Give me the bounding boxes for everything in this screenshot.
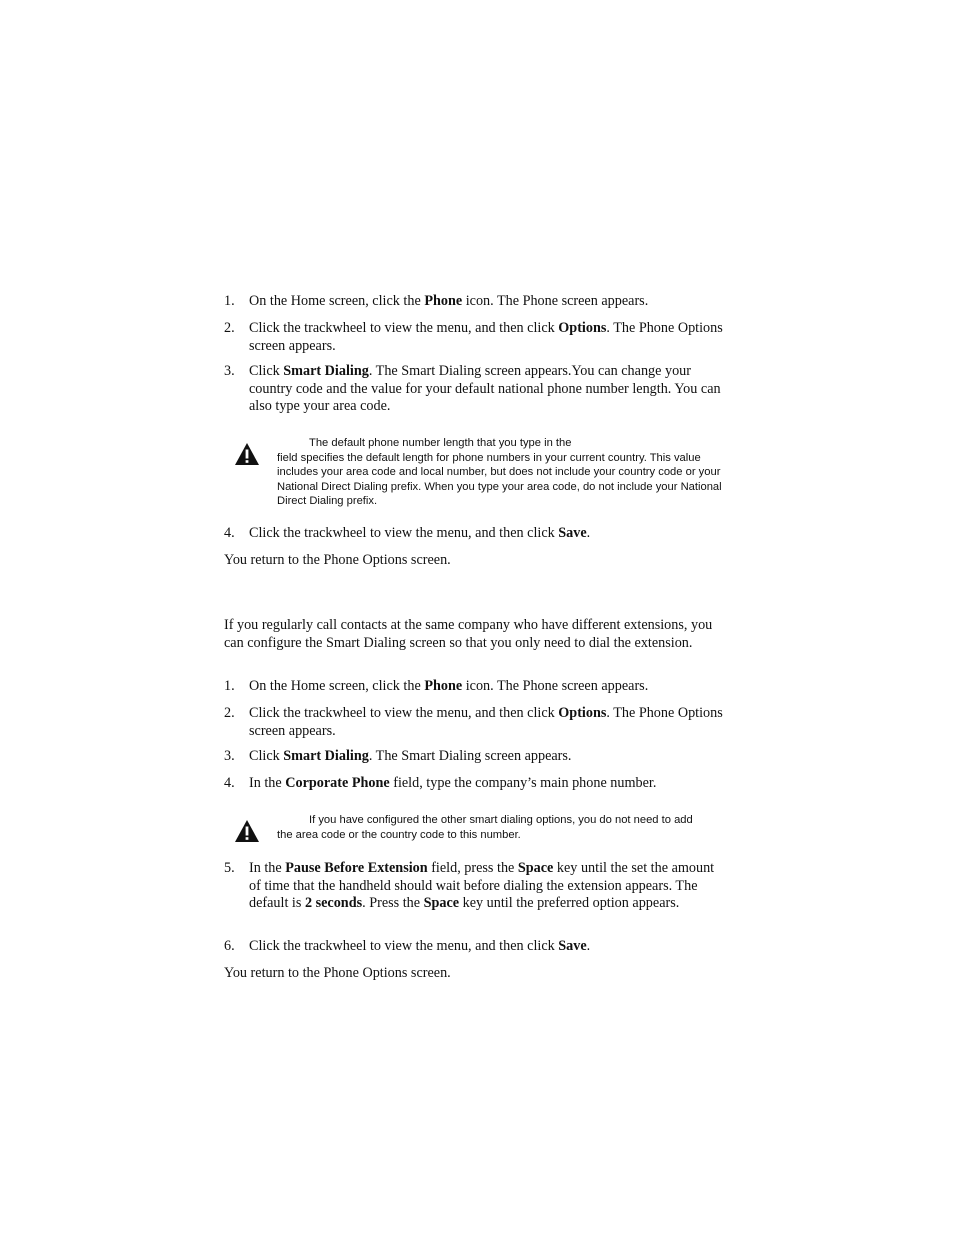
ui-term-save: Save	[558, 525, 587, 541]
s1-warning-note	[224, 436, 729, 509]
step-text: Click the trackwheel to view the menu, and then click Options. The Phone Options screen appears.	[249, 320, 723, 354]
s2-intro: If you regularly call contacts at the same company who have different extensions, you can configure the Smart Dialing screen so that you only need to dial the extension.	[224, 617, 713, 651]
step-text: In the Pause Before Extension field, press the Space key until the set the amount of time that the handheld should wait before dialing the extension appears. The default is 2 seconds. Press the Space key until the preferred option appears.	[249, 860, 715, 912]
step-text: Click the trackwheel to view the menu, and then click Options. The Phone Options screen appears.	[249, 705, 723, 739]
s2-step-2	[224, 705, 729, 740]
step-text: Click Smart Dialing. The Smart Dialing screen appears.	[249, 748, 572, 764]
note-text	[277, 436, 729, 509]
step-number: 4.	[224, 525, 235, 541]
step-number: 3.	[224, 363, 235, 379]
s2-step-3	[224, 748, 729, 766]
ui-term-smart-dialing: Smart Dialing	[283, 363, 369, 379]
ui-term-save: Save	[558, 938, 587, 954]
s2-step-5	[224, 860, 729, 913]
step-text: Click the trackwheel to view the menu, and then click Save.	[249, 525, 591, 541]
step-text: On the Home screen, click the Phone icon. The Phone screen appears.	[249, 678, 649, 694]
note-lead: If you have configured the other smart dialing options, you do not need to add	[309, 814, 693, 826]
step-number: 1.	[224, 678, 235, 694]
s1-step-4	[224, 525, 729, 543]
s2-step-1	[224, 678, 729, 696]
step-text: Click Smart Dialing. The Smart Dialing screen appears.You can change your country code and the value for your default national phone number length. You can also type your area code.	[249, 363, 721, 415]
ui-term-smart-dialing: Smart Dialing	[283, 748, 369, 764]
warning-icon	[234, 442, 260, 466]
ui-term-space: Space	[517, 860, 554, 876]
step-number: 2.	[224, 705, 235, 721]
ui-term-options: Options	[558, 705, 607, 721]
ui-term-phone: Phone	[424, 678, 463, 694]
s1-result: You return to the Phone Options screen.	[224, 552, 451, 568]
step-number: 5.	[224, 860, 235, 876]
ui-term-corporate-phone: Corporate Phone	[285, 775, 390, 791]
note-lead: The default phone number length that you type in the	[309, 437, 572, 449]
step-number: 6.	[224, 938, 235, 954]
step-number: 1.	[224, 293, 235, 309]
ui-term-space: Space	[423, 895, 460, 912]
s1-step-1	[224, 293, 729, 311]
s2-warning-note	[224, 813, 729, 842]
step-number: 2.	[224, 320, 235, 336]
s2-step-4	[224, 775, 729, 793]
note-body: field specifies the default length for phone numbers in your current country. This value includes your area code and local number, but does not include your country code or your National Direct Dialing prefix. When you type your area code, do not include your National Direct Dialing prefix.	[277, 451, 722, 508]
s1-step-3	[224, 363, 729, 416]
s2-step-6	[224, 938, 729, 956]
note-body: the area code or the country code to this number.	[277, 828, 521, 841]
step-text: In the Corporate Phone field, type the company’s main phone number.	[249, 775, 657, 791]
ui-term-pause-before-extension: Pause Before Extension	[285, 860, 428, 876]
s1-step-2	[224, 320, 729, 355]
ui-term-2-seconds: 2 seconds	[304, 895, 363, 912]
step-text: Click the trackwheel to view the menu, and then click Save.	[249, 938, 591, 954]
step-text: On the Home screen, click the Phone icon. The Phone screen appears.	[249, 293, 649, 309]
note-text	[277, 813, 729, 842]
ui-term-phone: Phone	[424, 293, 463, 309]
s2-result: You return to the Phone Options screen.	[224, 965, 451, 981]
warning-icon	[234, 819, 260, 843]
step-number: 4.	[224, 775, 235, 791]
step-number: 3.	[224, 748, 235, 764]
ui-term-options: Options	[558, 320, 607, 336]
